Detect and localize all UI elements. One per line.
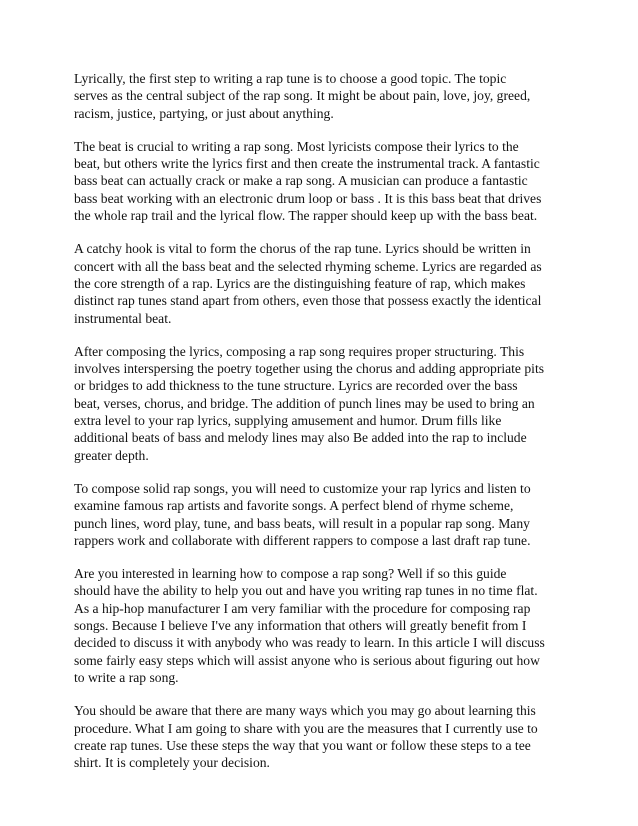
paragraph-1 [74, 70, 574, 122]
paragraph-6 [74, 565, 574, 686]
text-line: greater depth. [74, 447, 149, 463]
document-body [74, 70, 574, 787]
text-line: decided to discuss it with anybody who was ready to learn. In this article I will discuss [74, 635, 545, 651]
text-line: racism, justice, partying, or just about anything. [74, 105, 334, 121]
text-line: additional beats of bass and melody lines may also Be added into the rap to include [74, 430, 527, 446]
text-line: punch lines, word play, tune, and bass beats, will result in a popular rap song. Many [74, 515, 530, 531]
text-line: shirt. It is completely your decision. [74, 755, 270, 771]
text-line: should have the ability to help you out and have you writing rap tunes in no time flat. [74, 583, 538, 599]
text-line: create rap tunes. Use these steps the way that you want or follow these steps to a tee [74, 737, 531, 753]
text-line: bass beat working with an electronic drum loop or bass . It is this bass beat that drives [74, 190, 542, 206]
paragraph-5 [74, 480, 574, 549]
paragraph-3 [74, 240, 574, 326]
text-line: concert with all the bass beat and the selected rhyming scheme. Lyrics are regarded as [74, 258, 542, 274]
text-line: extra level to your rap lyrics, supplying amusement and humor. Drum fills like [74, 413, 502, 429]
text-line: some fairly easy steps which will assist anyone who is serious about figuring out how [74, 652, 540, 668]
text-line: procedure. What I am going to share with you are the measures that I currently use to [74, 720, 538, 736]
text-line: beat, verses, chorus, and bridge. The addition of punch lines may be used to bring an [74, 395, 535, 411]
text-line: distinct rap tunes stand apart from others, even those that possess exactly the identical [74, 293, 542, 309]
text-line: rappers work and collaborate with different rappers to compose a last draft rap tune. [74, 532, 531, 548]
text-line: or bridges to add thickness to the tune structure. Lyrics are recorded over the bass [74, 378, 518, 394]
text-line: involves interspersing the poetry together using the chorus and adding appropriate pits [74, 361, 545, 377]
text-line: Lyrically, the first step to writing a rap tune is to choose a good topic. The topic [74, 71, 507, 86]
text-line: Are you interested in learning how to compose a rap song? Well if so this guide [74, 566, 507, 582]
text-line: instrumental beat. [74, 310, 172, 326]
text-line: As a hip-hop manufacturer I am very familiar with the procedure for composing rap [74, 600, 531, 616]
text-line: the whole rap trail and the lyrical flow. The rapper should keep up with the bass beat. [74, 208, 538, 224]
text-line: A catchy hook is vital to form the chorus of the rap tune. Lyrics should be written in [74, 241, 531, 257]
text-line: the core strength of a rap. Lyrics are the distinguishing feature of rap, which makes [74, 275, 526, 291]
text-line: songs. Because I believe I've any information that others will greatly benefit from I [74, 618, 527, 634]
text-line: The beat is crucial to writing a rap song. Most lyricists compose their lyrics to the [74, 138, 519, 154]
text-line: beat, but others write the lyrics first and then create the instrumental track. A fantastic [74, 156, 540, 172]
text-line: to write a rap song. [74, 669, 179, 685]
paragraph-2 [74, 138, 574, 224]
text-line: You should be aware that there are many ways which you may go about learning this [74, 703, 536, 719]
text-line: After composing the lyrics, composing a rap song requires proper structuring. This [74, 343, 525, 359]
text-line: bass beat can actually crack or make a rap song. A musician can produce a fantastic [74, 173, 528, 189]
paragraph-4 [74, 343, 574, 464]
text-line: examine famous rap artists and favorite songs. A perfect blend of rhyme scheme, [74, 498, 514, 514]
text-line: To compose solid rap songs, you will need to customize your rap lyrics and listen to [74, 480, 531, 496]
paragraph-7 [74, 702, 574, 771]
text-line: serves as the central subject of the rap song. It might be about pain, love, joy, greed, [74, 88, 531, 104]
